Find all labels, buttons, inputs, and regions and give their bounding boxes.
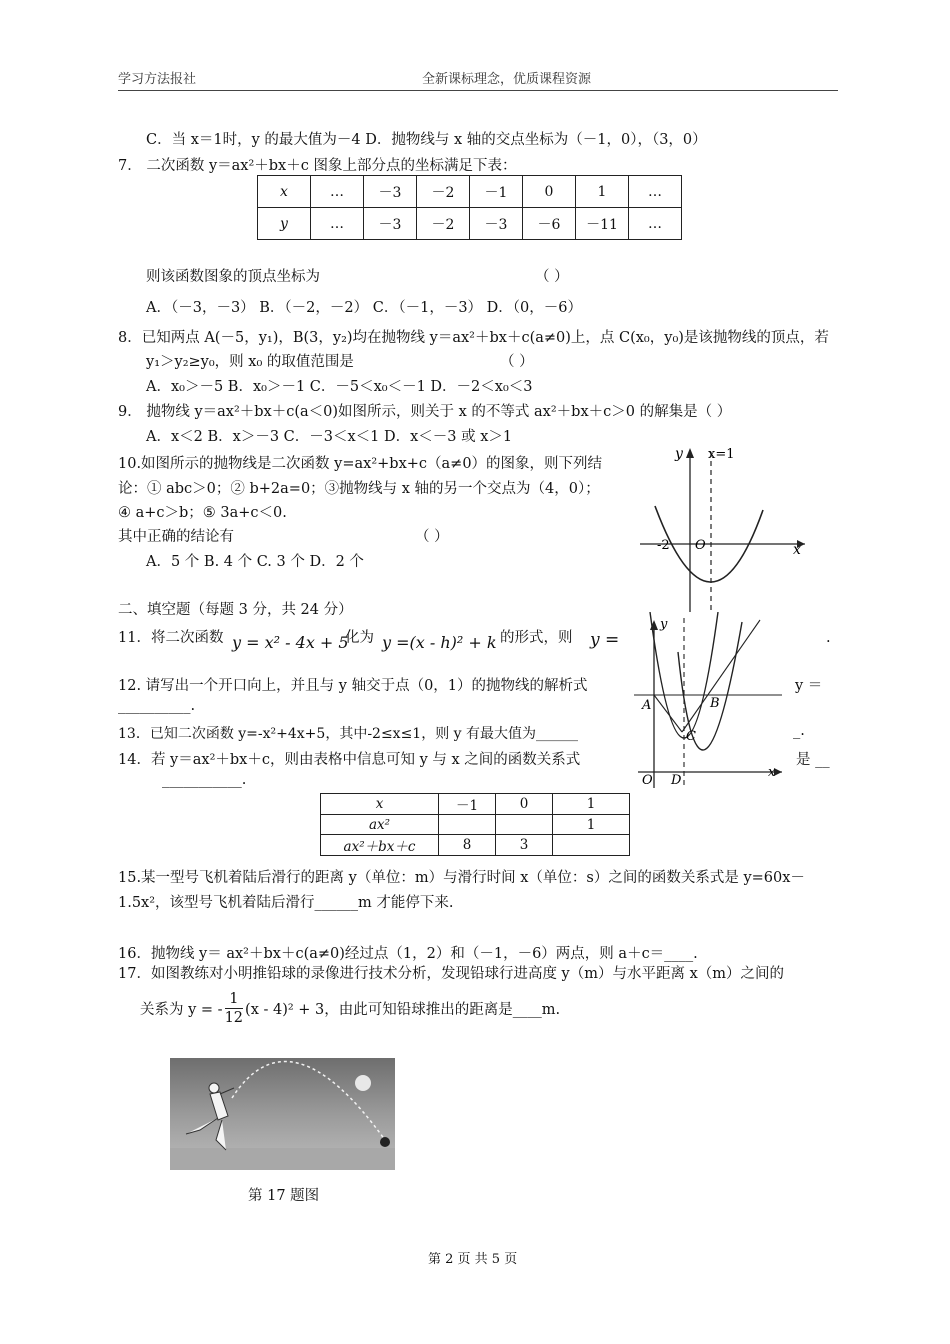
table-cell: －2 [417, 208, 470, 240]
table-cell: 1 [553, 815, 630, 835]
y-label: y [660, 617, 668, 632]
q9-options: A．x＜2 B．x＞－3 C．－3＜x＜1 D．x＜－3 或 x＞1 [146, 429, 513, 445]
table-cell: －1 [439, 794, 496, 815]
q7-row-y [258, 208, 682, 240]
q11-suffix: 的形式，则 [500, 630, 573, 646]
q7-stem: 7． 二次函数 y＝ax²＋bx＋c 图象上部分点的坐标满足下表： [118, 158, 517, 174]
q17-post: (x - 4)² + 3，由此可知铅球推出的距离是____m. [245, 1002, 561, 1018]
q10-line1: 10.如图所示的抛物线是二次函数 y=ax²+bx+c（a≠0）的图象，则下列结 [118, 456, 603, 472]
q8-answer-paren: （ ） [500, 354, 534, 370]
q10-line2: 论：① abc＞0；② b+2a=0；③抛物线与 x 轴的另一个交点为（4，0）； [118, 481, 600, 497]
table-cell: －2 [417, 176, 470, 208]
y-axis-arrow [686, 448, 694, 458]
q12-tail: y ＝ [795, 678, 823, 694]
fraction-denominator: 12 [224, 1010, 244, 1026]
q14-table [320, 793, 630, 856]
table-cell: ax² [321, 815, 439, 835]
table-cell: －11 [576, 208, 629, 240]
q14-line1: 14．若 y＝ax²＋bx＋c，则由表格中信息可知 y 与 x 之间的函数关系式 [118, 752, 581, 768]
q13-tail: _. [793, 723, 805, 739]
q10-parabola-graph [635, 440, 815, 615]
table-cell: －3 [470, 208, 523, 240]
q6-option-line: C．当 x＝1时，y 的最大值为－4 D．抛物线与 x 轴的交点坐标为（－1，0），（3，0） [146, 132, 707, 148]
y-label: y [675, 446, 683, 462]
q7-options: A．（－3，－3） B．（－2，－2） C．（－1，－3） D．（0，－6） [146, 300, 582, 316]
table-cell: 1 [576, 176, 629, 208]
q16-line: 16．抛物线 y＝ ax²＋bx＋c(a≠0)经过点（1，2）和（－1，－6）两点，则 a＋c＝____. [118, 946, 698, 962]
point-A-label: A [642, 698, 652, 713]
header-left: 学习方法报社 [118, 72, 197, 87]
origin-label: O [642, 773, 653, 788]
table-cell: －3 [364, 208, 417, 240]
header-center: 全新课标理念，优质课程资源 [422, 72, 592, 87]
table-cell: －6 [523, 208, 576, 240]
table-cell: －3 [364, 176, 417, 208]
q8-line2: y₁＞y₂≥y₀，则 x₀ 的取值范围是 [146, 354, 354, 370]
line-CB [682, 620, 760, 732]
figure-caption: 第 17 题图 [248, 1188, 320, 1204]
q11-expr1: y = x² - 4x + 5 [232, 633, 349, 652]
q14-parabolas-graph [630, 612, 790, 792]
q10-options: A．5 个 B. 4 个 C. 3 个 D．2 个 [146, 554, 364, 570]
q7-answer-paren: （ ） [535, 269, 569, 285]
q11-mid: 化为 [345, 630, 374, 646]
neg-two-label: -2 [657, 538, 670, 553]
table-cell [439, 815, 496, 835]
q10-line4: 其中正确的结论有 [118, 529, 234, 545]
table-row [321, 835, 630, 856]
table-cell: … [311, 208, 364, 240]
x-label: x [793, 542, 801, 558]
fraction [225, 990, 243, 1027]
table-cell: y [258, 208, 311, 240]
q11-end: . [826, 630, 831, 646]
q7-row-x [258, 176, 682, 208]
q17-formula-line [140, 990, 560, 1027]
q7-ask: 则该函数图象的顶点坐标为 [146, 269, 320, 285]
q8-line1: 8．已知两点 A(－5，y₁)，B(3，y₂)均在抛物线 y＝ax²＋bx＋c(a≠0)上，点 C(x₀，y₀)是该抛物线的顶点，若 [118, 330, 829, 346]
x-label: x [768, 765, 776, 780]
section-title: 二、填空题（每题 3 分，共 24 分） [118, 602, 353, 618]
q17-pre: 关系为 y = - [140, 1002, 223, 1018]
q15-line1: 15.某一型号飞机着陆后滑行的距离 y（单位：m）与滑行时间 x（单位：s）之间的函数关系式是 y=60x－ [118, 870, 805, 886]
table-cell: x [321, 794, 439, 815]
q12-line1: 12. 请写出一个开口向上，并且与 y 轴交于点（0，1）的抛物线的解析式 [118, 678, 588, 694]
table-cell: x [258, 176, 311, 208]
table-cell: … [311, 176, 364, 208]
q8-options: A．x₀＞－5 B．x₀＞－1 C．－5＜x₀＜－1 D．－2＜x₀＜3 [146, 379, 533, 395]
table-cell [553, 835, 630, 856]
sun-glare [355, 1075, 371, 1091]
fraction-numerator: 1 [225, 990, 243, 1009]
shot-put-photo [170, 1058, 395, 1173]
table-cell: 0 [496, 794, 553, 815]
ground [170, 1148, 395, 1170]
table-cell: －1 [470, 176, 523, 208]
origin-label: O [695, 538, 706, 553]
q12-line2: __________. [118, 698, 196, 714]
shot-ball [380, 1137, 390, 1147]
table-cell: 1 [553, 794, 630, 815]
table-cell: 0 [523, 176, 576, 208]
symmetry-label: x=1 [708, 447, 735, 462]
q14-tail: 是 __ [796, 752, 830, 768]
q10-line3: ④ a+c＞b；⑤ 3a+c＜0. [118, 505, 287, 521]
q14-line2: ___________. [162, 772, 247, 788]
point-C-label: C [686, 729, 696, 744]
table-cell: 8 [439, 835, 496, 856]
table-cell: ax²＋bx＋c [321, 835, 439, 856]
q17-line1: 17．如图教练对小明推铅球的录像进行技术分析，发现铅球行进高度 y（m）与水平距离 x（m）之间的 [118, 966, 785, 982]
q7-table [257, 175, 682, 240]
table-cell: … [629, 208, 682, 240]
table-row [321, 794, 630, 815]
page-number: 第 2 页 共 5 页 [428, 1252, 518, 1267]
line-AC [654, 695, 682, 732]
point-D-label: D [671, 773, 682, 788]
q13-line: 13．已知二次函数 y=-x²+4x+5，其中-2≤x≤1，则 y 有最大值为______ [118, 726, 579, 742]
table-cell: … [629, 176, 682, 208]
q11-prefix: 11．将二次函数 [118, 630, 224, 646]
q9-stem: 9． 抛物线 y＝ax²＋bx＋c(a＜0)如图所示，则关于 x 的不等式 ax²＋bx＋c＞0 的解集是（ ） [118, 404, 732, 420]
q10-answer-paren: （ ） [415, 529, 449, 545]
q11-expr2: y =(x - h)² + k [382, 633, 497, 652]
point-B-label: B [710, 696, 720, 711]
q15-line2: 1.5x²，该型号飞机着陆后滑行______m 才能停下来. [118, 895, 454, 911]
header-rule [118, 90, 838, 91]
table-cell [496, 815, 553, 835]
q11-tail: y = [590, 630, 620, 650]
table-cell: 3 [496, 835, 553, 856]
table-row [321, 815, 630, 835]
